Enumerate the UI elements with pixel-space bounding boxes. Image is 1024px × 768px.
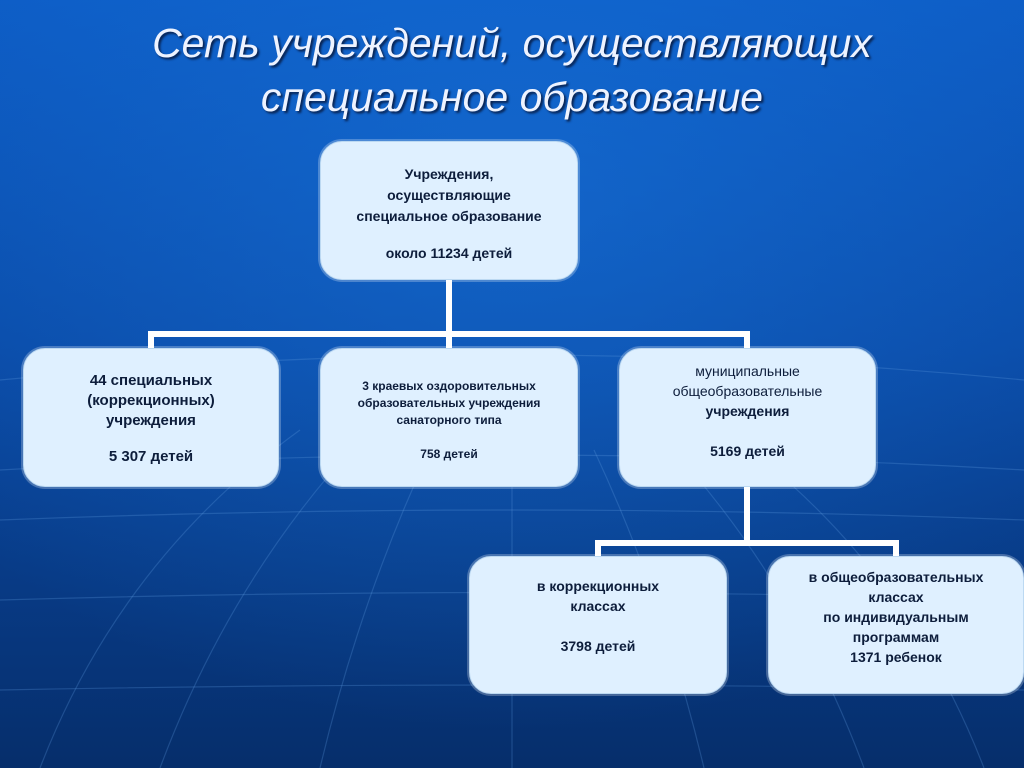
node-special-institutions [23, 348, 279, 487]
node-label-line: учреждения [106, 412, 196, 429]
node-count: 5 307 детей [108, 448, 194, 465]
title-line-1: Сеть учреждений, осуществляющих [152, 20, 872, 66]
node-label-line: классах [868, 589, 924, 605]
node-count: около 11234 детей [385, 245, 513, 261]
node-general-classes [768, 556, 1024, 694]
node-label-line: программам [852, 629, 940, 645]
node-count: 758 детей [420, 447, 478, 461]
node-label-line: классах [570, 598, 626, 614]
node-label-line: в коррекционных [536, 578, 660, 594]
node-label-line: 3 краевых оздоровительных [362, 379, 536, 393]
node-count: 1371 ребенок [850, 649, 942, 665]
node-label-line: учреждения [705, 403, 790, 419]
node-label-line: санаторного типа [396, 413, 502, 427]
node-count: 3798 детей [560, 638, 636, 654]
node-label-line: осуществляющие [387, 187, 511, 203]
node-label-line: образовательных учреждения [357, 396, 541, 410]
node-label-line: специальное образование [356, 208, 542, 224]
node-label-line: (коррекционных) [87, 392, 215, 409]
node-label-line: общеобразовательные [672, 383, 823, 399]
node-label-line: в общеобразовательных [808, 569, 984, 585]
node-count: 5169 детей [710, 443, 785, 459]
title-line-2: специальное образование [260, 74, 764, 120]
node-institutions-total [320, 141, 578, 280]
node-corrective-classes [469, 556, 727, 694]
node-label-line: Учреждения, [404, 166, 494, 182]
node-label-line: по индивидуальным [823, 609, 969, 625]
node-label-line: муниципальные [695, 363, 800, 379]
node-regional-sanatorium [320, 348, 578, 487]
node-municipal-schools [619, 348, 876, 487]
node-label-line: 44 специальных [89, 372, 213, 389]
